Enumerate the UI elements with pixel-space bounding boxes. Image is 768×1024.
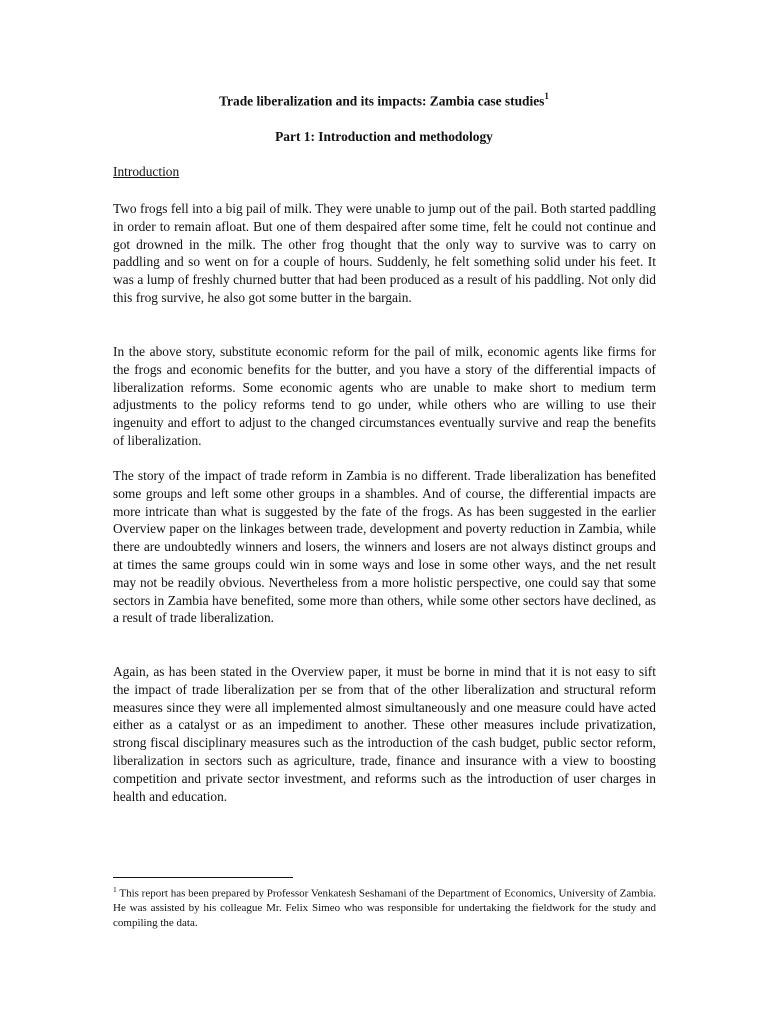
paragraph: Again, as has been stated in the Overview paper, it must be borne in mind that it is not easy to sift the impact of trade liberalization per se from that of the other liberalization and structural reform measures since they were all implemented almost simultaneously and one measure could have acted either as a catalyst or as an impediment to another. These other measures include privatization, strong fiscal disciplinary measures such as the introduction of the cash budget, public sector reform, liberalization in sectors such as agriculture, trade, finance and insurance with a view to boosting competition and private sector investment, and reforms such as the introduction of user charges in health and education. [113, 664, 656, 804]
section-heading: Introduction [113, 164, 180, 179]
footnote-mark: 1 [113, 885, 117, 894]
paragraph: In the above story, substitute economic reform for the pail of milk, economic agents like firms for the frogs and economic benefits for the butter, and you have a story of the differential impacts of liberalization reforms. Some economic agents who are unable to make short to medium term adjustments to the policy reforms tend to go under, while others who are willing to use their ingenuity and effort to adjust to the changed circumstances eventually survive and reap the benefits of liberalization. [113, 344, 656, 448]
paragraph: The story of the impact of trade reform in Zambia is no different. Trade liberalization has benefited some groups and left some other groups in a shambles. And of course, the differential impacts are more intricate than what is suggested by the fate of the frogs. As has been suggested in the earlier Overview paper on the linkages between trade, development and poverty reduction in Zambia, while there are undoubtedly winners and losers, the winners and losers are not always distinct groups and at times the same groups could win in some ways and lose in some other ways, and the net result may not be readily obvious. Nevertheless from a more holistic perspective, one could say that some sectors in Zambia have benefited, some more than others, while some other sectors have declined, as a result of trade liberalization. [113, 468, 656, 626]
part-heading: Part 1: Introduction and methodology [275, 129, 493, 144]
title-footnote-mark[interactable]: 1 [544, 91, 549, 101]
footnote-text: This report has been prepared by Professor Venkatesh Seshamani of the Department of Economics, University of Zambia. He was assisted by his colleague Mr. Felix Simeo who was responsible for undertaking the fieldwork for the study and compiling the data. [113, 887, 657, 929]
document-title-text: Trade liberalization and its impacts: Zambia case studies [219, 93, 545, 109]
footnote-divider [113, 877, 293, 878]
paragraph: Two frogs fell into a big pail of milk. They were unable to jump out of the pail. Both started paddling in order to remain afloat. But one of them despaired after some time, felt he could not continue and got drowned in the milk. The other frog thought that the only way to survive was to carry on paddling and so went on for a couple of hours. Suddenly, he felt something solid under his feet. It was a lump of freshly churned butter that had been produced as a result of his paddling. Not only did this frog survive, he also got some butter in the bargain. [113, 201, 656, 305]
footnote [113, 883, 656, 930]
document-title [0, 92, 768, 109]
